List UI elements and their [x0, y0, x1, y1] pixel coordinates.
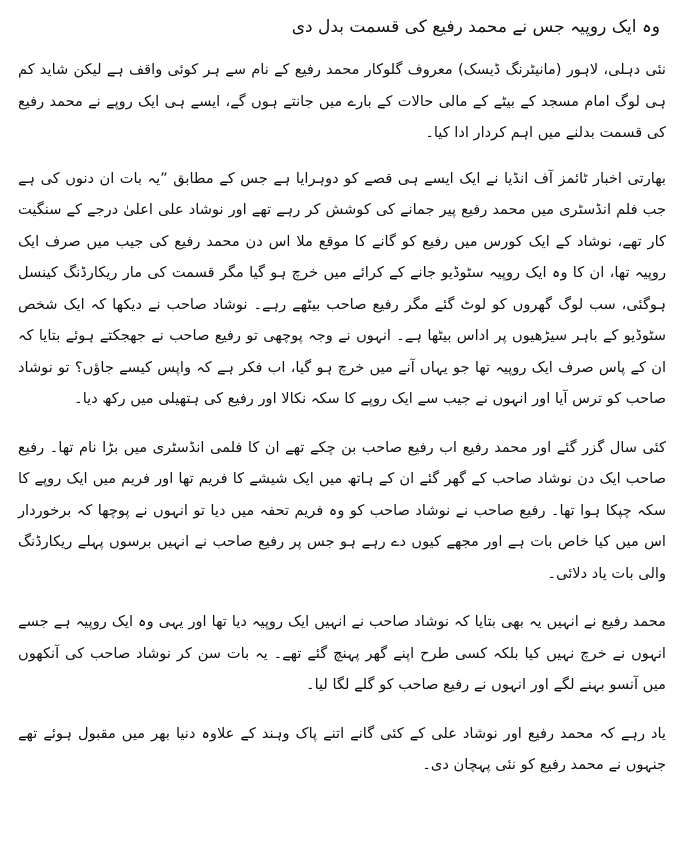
article-paragraph: کئی سال گزر گئے اور محمد رفیع اب رفیع صاحب بن چکے تھے ان کا فلمی انڈسٹری میں بڑا نام تھا۔ رفیع صاحب ایک دن نوشاد صاحب کے گھر گئے ان کے ہاتھ میں ایک شیشے کا فریم تھا اور فریم میں ایک روپے کا سکہ چپکا ہوا تھا۔ رفیع صاحب نے نوشاد صاحب کو وہ فریم تحفہ میں دیا تو انہوں نے پوچھا کہ برخوردار اس میں کیا خاص بات ہے اور مجھے کیوں دے رہے ہو جس پر رفیع صاحب نے انہیں برسوں پہلے ریکارڈنگ والی بات یاد دلائی۔ — [18, 438, 666, 582]
article-title: وہ ایک روپیہ جس نے محمد رفیع کی قسمت بدل دی — [291, 17, 660, 37]
article-paragraph: نئی دہلی، لاہور (مانیٹرنگ ڈیسک) معروف گلوکار محمد رفیع کے نام سے ہر کوئی واقف ہے لیکن شاید کم ہی لوگ امام مسجد کے بیٹے کے مالی حالات کے بارے میں جانتے ہوں گے، ایسے ہی ایک روپے نے محمد رفیع کی قسمت بدلنے میں اہم کردار ادا کیا۔ — [18, 61, 666, 141]
article-paragraph: بھارتی اخبار ٹائمز آف انڈیا نے ایک ایسے ہی قصے کو دوہرایا ہے جس کے مطابق ”یہ بات ان دنوں کی ہے جب فلم انڈسٹری میں محمد رفیع پیر جمانے کی کوشش کر رہے تھے اور نوشاد علی اعلیٰ درجے کے سنگیت کار تھے، نوشاد کے ایک کورس میں رفیع کو گانے کا موقع ملا اس دن محمد رفیع کی جیب میں صرف ایک روپیہ تھا، ان کا وہ ایک روپیہ سٹوڈیو جانے کے کرائے میں خرچ ہو گیا مگر قسمت کی مار ریکارڈنگ کینسل ہوگئی، سب لوگ گھروں کو لوٹ گئے مگر رفیع صاحب بیٹھے رہے۔ نوشاد صاحب نے دیکھا کہ ایک شخص سٹوڈیو کے باہر سیڑھیوں پر اداس بیٹھا ہے۔ انہوں نے وجہ پوچھی تو رفیع صاحب نے جھجکتے ہوئے بتایا کہ ان کے پاس صرف ایک روپیہ تھا جو یہاں آنے میں خرچ ہو گیا، اب فکر ہے کہ واپس کیسے جاؤں؟ تو نوشاد صاحب کو ترس آیا اور انہوں نے جیب سے ایک روپے کا سکہ نکالا اور رفیع کی ہتھیلی میں رکھ دیا۔ — [18, 169, 666, 407]
article-paragraph: محمد رفیع نے انہیں یہ بھی بتایا کہ نوشاد صاحب نے انہیں ایک روپیہ دیا تھا اور یہی وہ ایک روپیہ ہے جسے انہوں نے خرچ نہیں کیا بلکہ کسی طرح اپنے گھر پہنچ گئے تھے۔ یہ بات سن کر نوشاد صاحب کی آنکھوں میں آنسو بہنے لگے اور انہوں نے رفیع صاحب کو گلے لگا لیا۔ — [18, 613, 666, 693]
article-paragraph: یاد رہے کہ محمد رفیع اور نوشاد علی کے کئی گانے اتنے پاک وہند کے علاوہ دنیا بھر میں مقبول ہوئے تھے جنہوں نے محمد رفیع کو نئی پہچان دی۔ — [18, 724, 666, 773]
